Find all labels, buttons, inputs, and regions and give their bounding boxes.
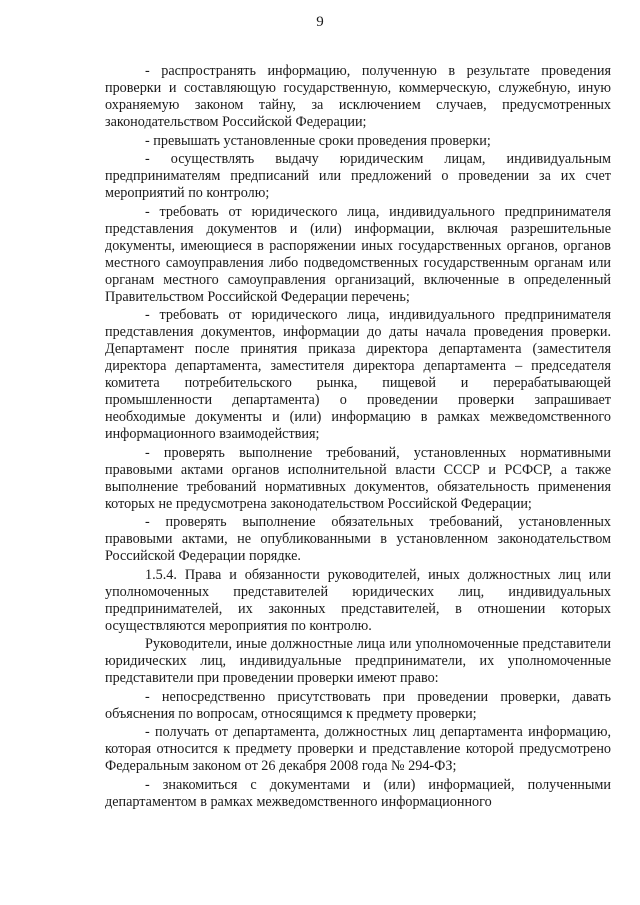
- paragraph: - проверять выполнение требований, установленных нормативными правовыми актами органов исполнительной власти СССР и РСФСР, а также выполнение требований нормативных документов, обязательность применения которых не предусмотрена законодательством Российской Федерации;: [105, 444, 611, 512]
- page-number: 9: [316, 14, 324, 30]
- paragraph: 1.5.4. Права и обязанности руководителей, иных должностных лиц или уполномоченных представителей юридических лиц, индивидуальных предпринимателей, их законных представителей, в отношении которых осуществляются мероприятия по контролю.: [105, 566, 611, 634]
- paragraph: - распространять информацию, полученную в результате проведения проверки и составляющую государственную, коммерческую, служебную, иную охраняемую законом тайну, за исключением случаев, предусмотренных законодательством Российской Федерации;: [105, 63, 611, 130]
- paragraph: - требовать от юридического лица, индивидуального предпринимателя представления документов и (или) информации, включая разрешительные документы, имеющиеся в распоряжении иных государственных органов, органов местного самоуправления либо подведомственных государственным органам или органам местного самоуправления организаций, включенные в определенный Правительством Российской Федерации перечень;: [105, 203, 611, 305]
- paragraph: - знакомиться с документами и (или) информацией, полученными департаментом в рамках межведомственного информационного: [105, 776, 611, 810]
- paragraph: Руководители, иные должностные лица или уполномоченные представители юридических лиц, индивидуальные предприниматели, их уполномоченные представители при проведении проверки имеют право:: [105, 636, 611, 686]
- paragraph: - проверять выполнение обязательных требований, установленных правовыми актами, не опубликованными в установленном законодательством Российской Федерации порядке.: [105, 514, 611, 564]
- paragraph: - превышать установленные сроки проведения проверки;: [145, 132, 491, 149]
- paragraph: - получать от департамента, должностных лиц департамента информацию, которая относится к предмету проверки и представление которой предусмотрено Федеральным законом от 26 декабря 2008 года № 294-ФЗ;: [105, 724, 611, 774]
- paragraph: - непосредственно присутствовать при проведении проверки, давать объяснения по вопросам, относящимся к предмету проверки;: [105, 688, 611, 722]
- paragraph: - требовать от юридического лица, индивидуального предпринимателя представления документов, информации до даты начала проведения проверки. Департамент после принятия приказа директора департамента (заместителя директора департамента, заместителя директора департамента – председателя комитета потребительского рынка, пищевой и перерабатывающей промышленности департамента) о проведении проверки запрашивает необходимые документы и (или) информацию в рамках межведомственного информационного взаимодействия;: [105, 307, 611, 442]
- document-body: [105, 63, 611, 812]
- paragraph: - осуществлять выдачу юридическим лицам, индивидуальным предпринимателям предписаний или предложений о проведении за их счет мероприятий по контролю;: [105, 151, 611, 201]
